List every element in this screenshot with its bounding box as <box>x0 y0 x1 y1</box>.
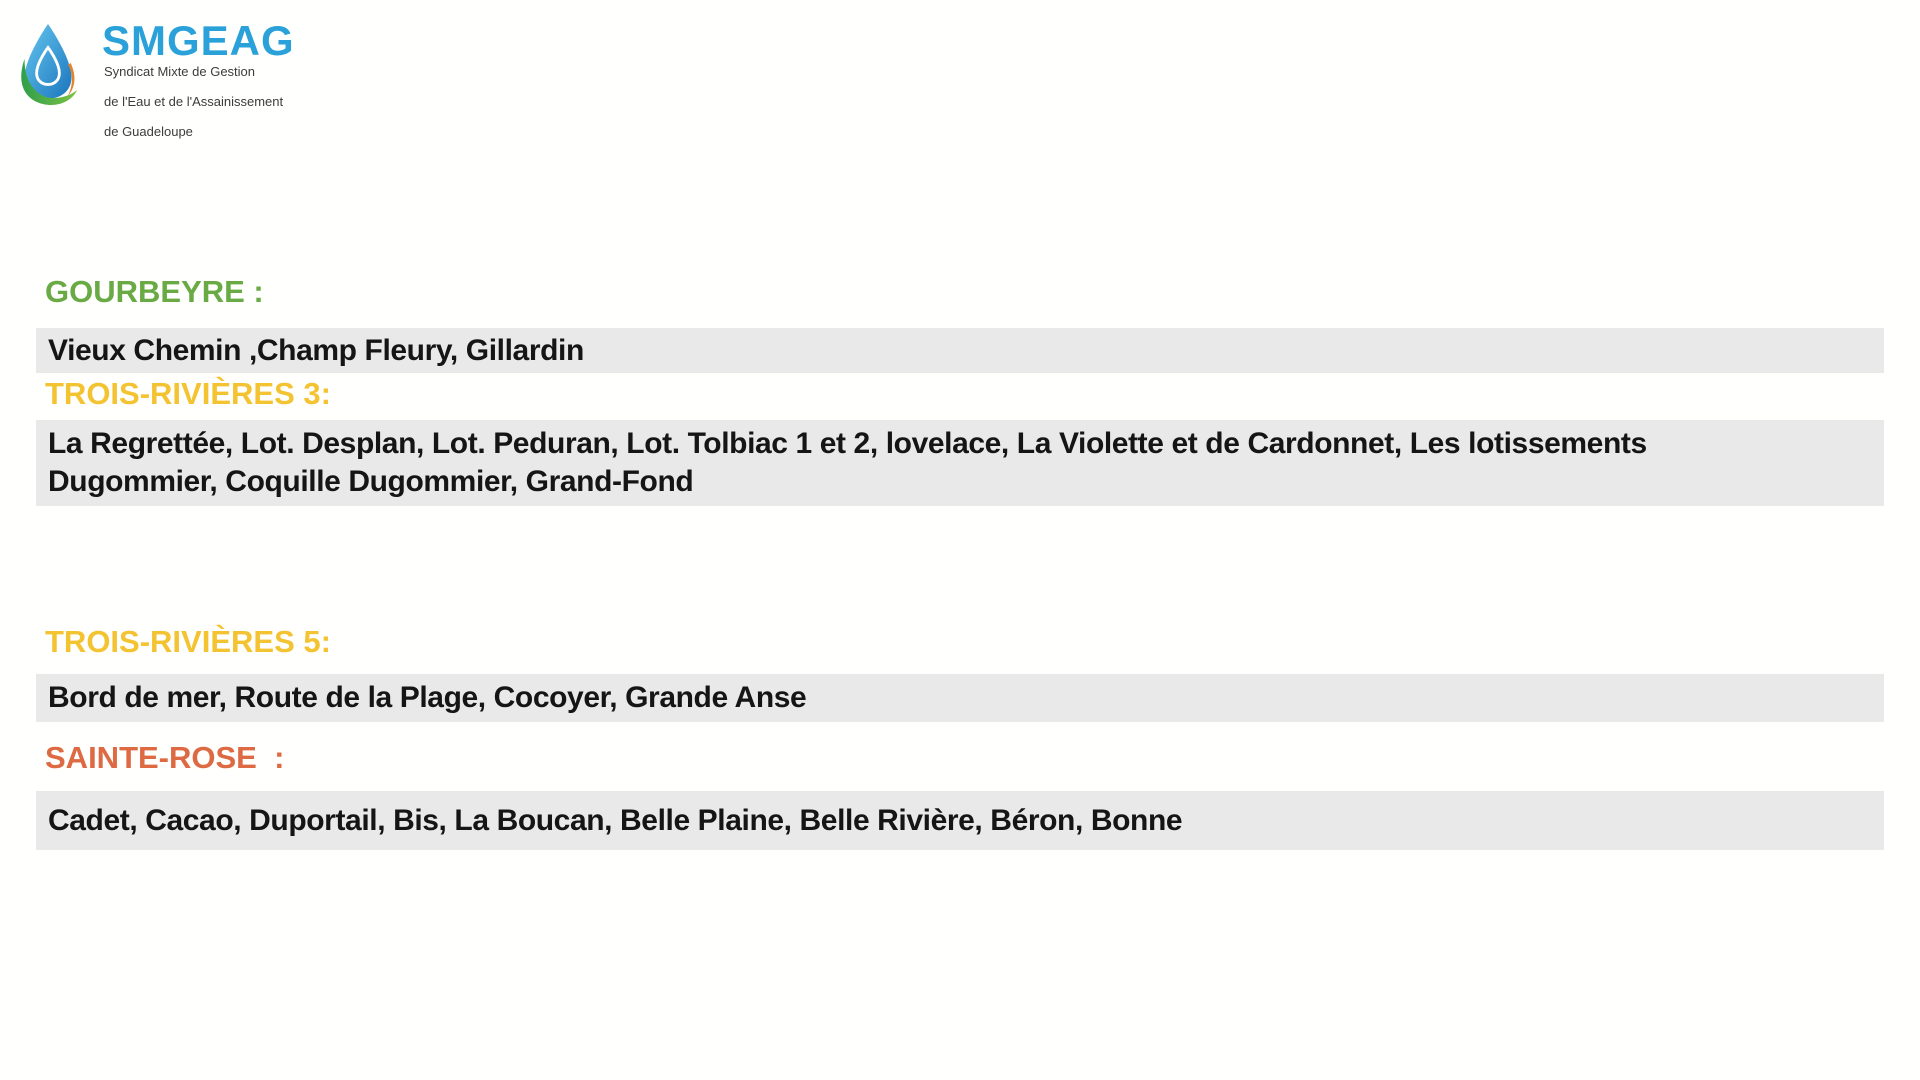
logo-subtitle <box>104 64 283 139</box>
section-list-gourbeyre <box>36 328 1884 373</box>
locality-list-line: Cadet, Cacao, Duportail, Bis, La Boucan, Belle Plaine, Belle Rivière, Béron, Bonne <box>48 803 1183 837</box>
logo-subtitle-line2: de l'Eau et de l'Assainissement <box>104 94 284 109</box>
logo-subtitle-line1: Syndicat Mixte de Gestion <box>104 64 256 79</box>
locality-list-line: Vieux Chemin ,Champ Fleury, Gillardin <box>48 333 584 367</box>
locality-list-line: Dugommier, Coquille Dugommier, Grand-Fond <box>48 465 694 498</box>
section-list-trois-rivieres-3 <box>36 420 1884 506</box>
section-list-sainte-rose <box>36 791 1884 850</box>
locality-list-line: Bord de mer, Route de la Plage, Cocoyer, Grande Anse <box>48 681 807 714</box>
section-heading-sainte-rose: SAINTE-ROSE : <box>45 740 285 775</box>
section-heading-gourbeyre: GOURBEYRE : <box>45 274 264 309</box>
water-drop-leaf-icon <box>16 8 80 114</box>
logo-wordmark: SMGEAG <box>102 17 295 64</box>
section-heading-trois-rivieres-5: TROIS-RIVIÈRES 5: <box>45 624 331 659</box>
smgeag-logo <box>14 6 295 139</box>
section-heading-trois-rivieres-3: TROIS-RIVIÈRES 3: <box>45 376 331 411</box>
logo-subtitle-line3: de Guadeloupe <box>104 124 193 139</box>
section-list-trois-rivieres-5 <box>36 674 1884 722</box>
locality-list-line: La Regrettée, Lot. Desplan, Lot. Peduran, Lot. Tolbiac 1 et 2, lovelace, La Violette et de Cardonnet, Les lotissements <box>48 427 1647 460</box>
